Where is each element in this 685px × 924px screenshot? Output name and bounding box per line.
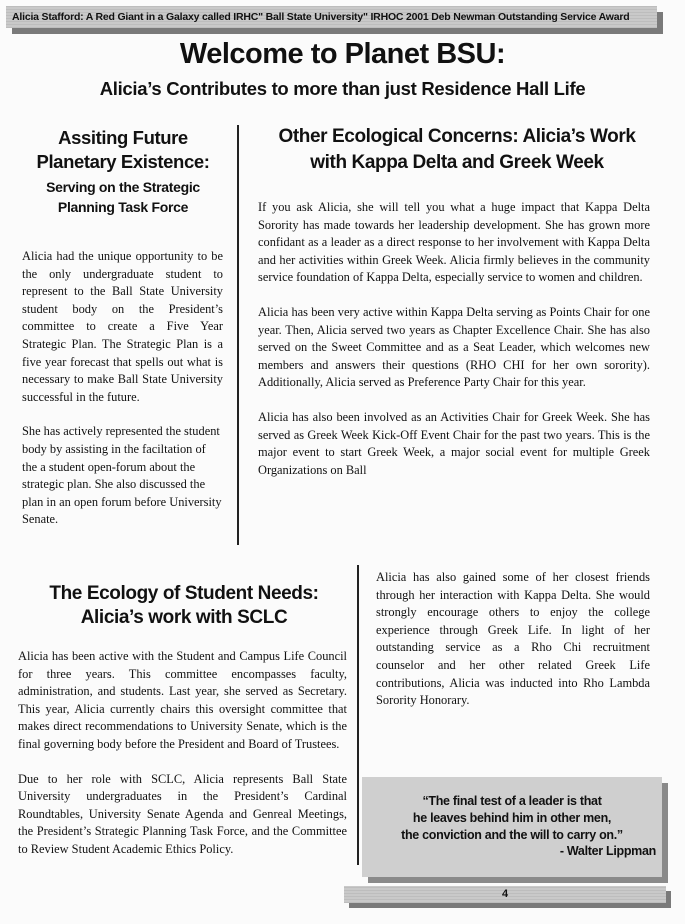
right-column-text xyxy=(258,199,650,479)
quote-line2: he leaves behind him in other men, xyxy=(412,811,612,825)
ecology-paragraph-2: Due to her role with SCLC, Alicia represents Ball State University undergraduates in the President’s Cardinal Roundtables, University Senate Agenda and Genreal Meetings, the President’s Strategic Planning Task Force, and the Committee to Review Student Academic Ethics Policy. xyxy=(18,771,347,856)
right-continued-text xyxy=(376,569,650,710)
left-heading-line1: Assiting Future xyxy=(58,127,188,148)
right-paragraph-1: If you ask Alicia, she will tell you what a huge impact that Kappa Delta Sorority has made towards her leadership development. She has grown more confidant as a leader as a direct response to her involvement with Kappa Delta and her activities within Greek Week. Alicia firmly believes in the community service foundation of Kappa Delta, especially service to women and children. xyxy=(258,200,650,285)
ecology-heading-line1: The Ecology of Student Needs: xyxy=(49,583,319,604)
ecology-paragraph-1: Alicia has been active with the Student and Campus Life Council for three years. This committee encompasses faculty, administration, and students. Last year, she served as Secretary. This year, Alicia currently chairs this oversight committee that makes direct recommendations to University Senate, which is the final governing body before the President and Board of Trustees. xyxy=(18,649,347,751)
left-column-text xyxy=(22,248,223,529)
page-subtitle: Alicia’s Contributes to more than just Residence Hall Life xyxy=(99,78,586,99)
right-paragraph-3: Alicia has also been involved as an Activities Chair for Greek Week. She has served as Greek Week Kick-Off Event Chair for the past two years. This is the major event to start Greek Week, a major social event for multiple Greek Organizations on Ball xyxy=(258,409,650,477)
left-paragraph-1: Alicia had the unique opportunity to be the only undergraduate student to represent to the Ball State University student body on the President’s committee to create a Five Year Strategic Plan. The Strategic Plan is a five year forecast that spells out what is necessary to make Ball State University successful in the future. xyxy=(22,249,223,404)
quote-line1: “The final test of a leader is that xyxy=(422,794,602,808)
quote-author: - Walter Lippman xyxy=(559,844,656,858)
left-subheading-line1: Serving on the Strategic xyxy=(46,179,200,195)
header-bar-text: Alicia Stafford: A Red Giant in a Galaxy called IRHC" Ball State University" IRHOC 2001 Deb Newman Outstanding Service Award xyxy=(12,11,630,23)
right-heading-line1: Other Ecological Concerns: Alicia’s Work xyxy=(278,126,636,147)
left-section-heading xyxy=(18,126,228,174)
page-number: 4 xyxy=(501,888,509,900)
right-paragraph-2: Alicia has been very active within Kappa Delta serving as Points Chair for one year. Then, Alicia served two years as Chapter Excellence Chair. She has also served on the Sweet Committee and as a Seat Leader, which welcomes new members and answers their questions (RHO CHI for her own sorority). Additionally, Alicia served as Preference Party Chair for this year. xyxy=(258,304,650,390)
left-heading-line2: Planetary Existence: xyxy=(36,151,210,172)
lower-column-divider xyxy=(357,565,359,865)
left-section-subheading xyxy=(18,177,228,217)
quote-box xyxy=(362,777,662,877)
left-subheading-line2: Planning Task Force xyxy=(57,199,189,215)
page-title: Welcome to Planet BSU: xyxy=(179,38,506,70)
ecology-column-text xyxy=(18,648,347,859)
column-divider xyxy=(237,125,239,545)
header-bar xyxy=(6,6,657,28)
quote-line3: the conviction and the will to carry on.” xyxy=(401,828,623,842)
right-paragraph-4: Alicia has also gained some of her closest friends through her interaction with Kappa Delta. She would strongly encourage others to enjoy the college experience through Greek Life. In light of her outstanding service as a Rho Chi recruitment counselor and her other related Greek Life contributions, Alicia was inducted into Rho Lambda Sorority Honorary. xyxy=(376,570,650,708)
quote-text xyxy=(362,777,662,844)
right-heading-line2: with Kappa Delta and Greek Week xyxy=(310,152,604,173)
footer-bar xyxy=(344,886,666,903)
ecology-heading-line2: Alicia’s work with SCLC xyxy=(80,607,288,628)
ecology-section-heading xyxy=(14,582,354,630)
left-paragraph-2: She has actively represented the student body by assisting in the faciltation of the a student open-forum about the strategic plan. She also discussed the plan in an open forum before University Senate. xyxy=(22,424,222,527)
right-section-heading xyxy=(252,124,662,176)
